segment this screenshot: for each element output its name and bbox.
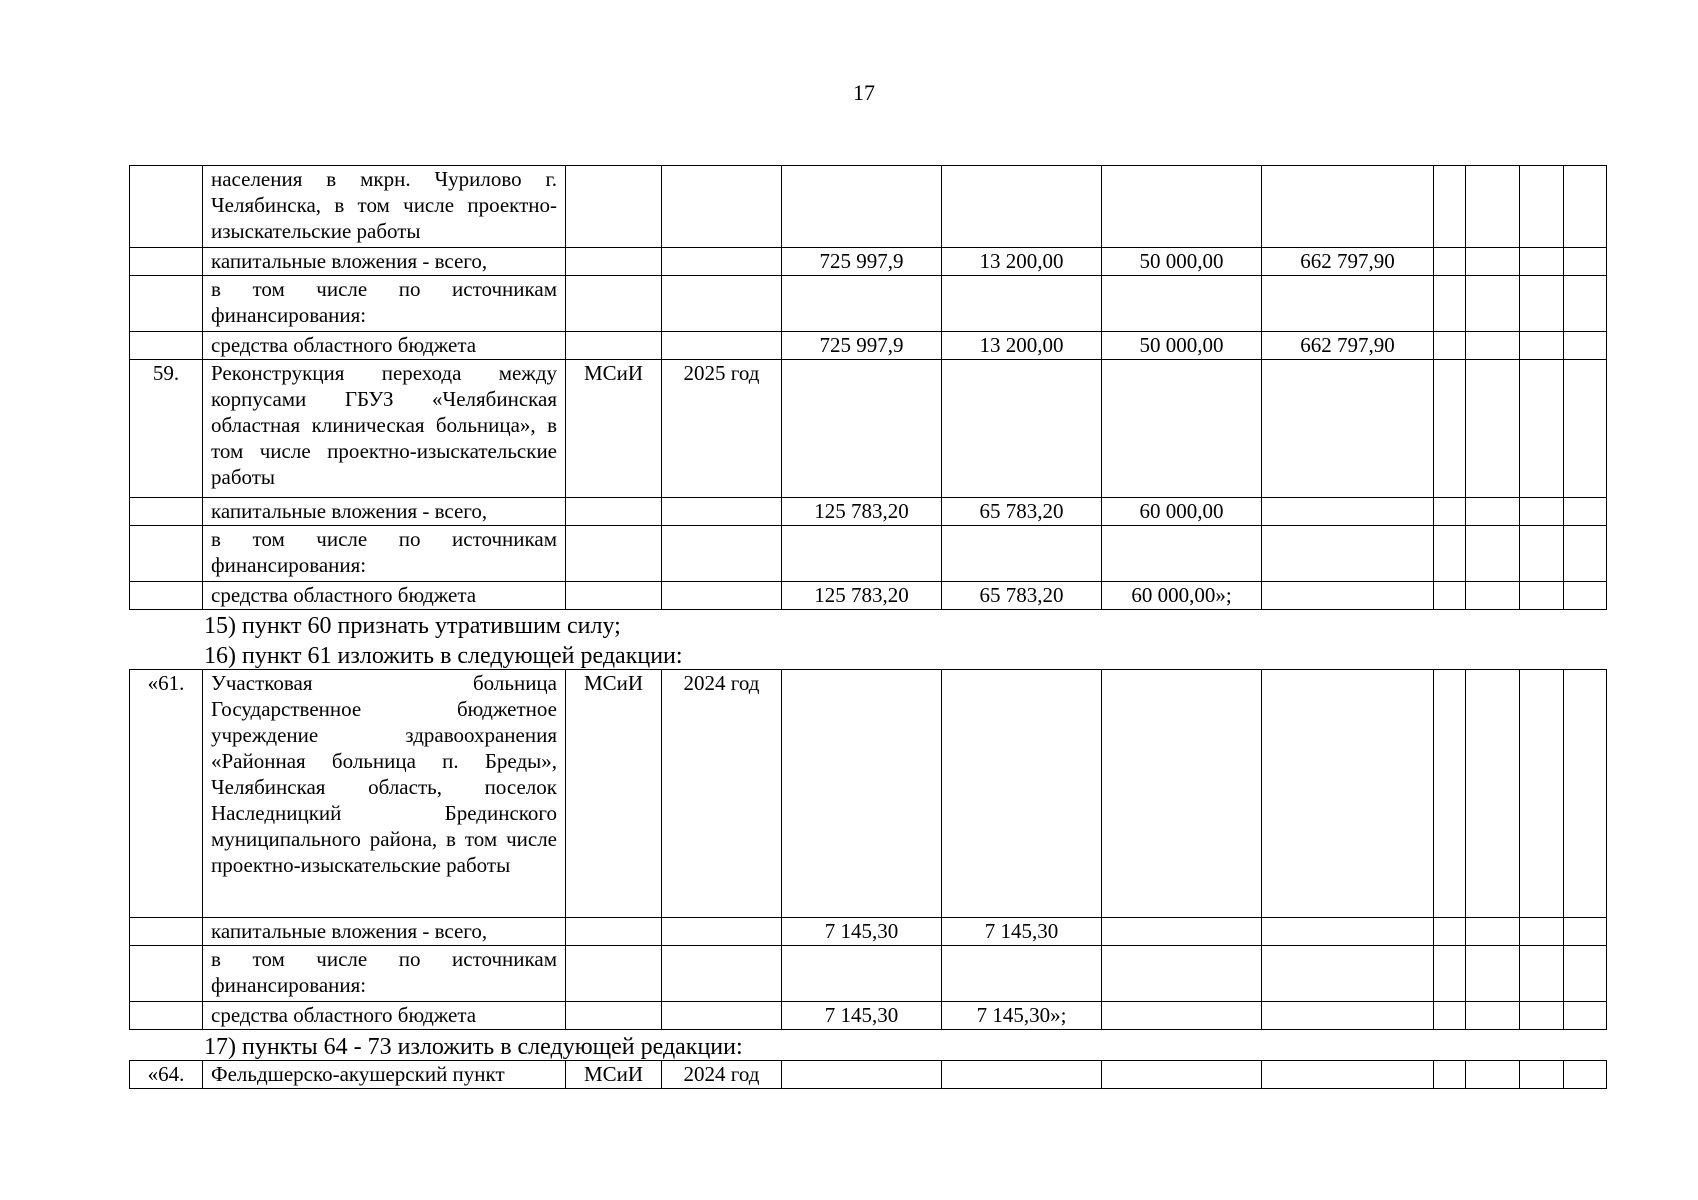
value-2 [1102,526,1262,582]
agency [566,918,662,946]
row-number [130,332,203,360]
table-row [130,332,1607,360]
investment-table-1 [129,165,1607,610]
empty-cell [1520,582,1564,610]
empty-cell [1564,248,1607,276]
value-1: 65 783,20 [942,582,1102,610]
empty-cell [1520,166,1564,248]
instruction-15: 15) пункт 60 признать утратившим силу; [204,613,621,639]
value-1 [942,276,1102,332]
empty-cell [1434,946,1466,1002]
empty-cell [1434,1002,1466,1030]
page-number: 17 [853,80,875,105]
value-1 [942,360,1102,498]
value-1: 7 145,30 [942,918,1102,946]
object-name: средства областного бюджета [203,582,566,610]
total-value [782,670,942,918]
investment-table-3 [129,1060,1607,1089]
total-value: 7 145,30 [782,918,942,946]
year [662,918,782,946]
row-number: «61. [130,670,203,918]
empty-cell [1434,360,1466,498]
empty-cell [1564,670,1607,918]
agency [566,526,662,582]
agency [566,1002,662,1030]
table-row [130,526,1607,582]
empty-cell [1434,1061,1466,1089]
value-2 [1102,276,1262,332]
empty-cell [1466,582,1520,610]
empty-cell [1434,498,1466,526]
empty-cell [1466,360,1520,498]
year [662,582,782,610]
year [662,332,782,360]
object-name: Участковая больница Государственное бюджетное учреждение здравоохранения «Районная больница п. Бреды», Челябинская область, поселок Наследницкий Брединского муниципального района, в том числе проектно-изыскательские работы [203,670,566,918]
row-number [130,166,203,248]
row-number [130,918,203,946]
empty-cell [782,1061,942,1089]
value-2: 60 000,00 [1102,498,1262,526]
table-row [130,918,1607,946]
empty-cell [1434,332,1466,360]
table-row [130,670,1607,918]
empty-cell [1434,276,1466,332]
object-name: капитальные вложения - всего, [203,248,566,276]
row-number [130,526,203,582]
empty-cell [1434,248,1466,276]
empty-cell [1466,670,1520,918]
empty-cell [1564,526,1607,582]
object-name: Фельдшерско-акушерский пункт [203,1061,566,1089]
value-1: 65 783,20 [942,498,1102,526]
object-name: капитальные вложения - всего, [203,918,566,946]
empty-cell [1466,946,1520,1002]
empty-cell [1262,918,1434,946]
table-row [130,1002,1607,1030]
empty-cell [1564,276,1607,332]
object-name: средства областного бюджета [203,1002,566,1030]
value-1 [942,946,1102,1002]
empty-cell [1102,670,1262,918]
empty-cell [942,1061,1102,1089]
total-value [782,360,942,498]
value-1 [942,670,1102,918]
year: 2024 год [662,1061,782,1089]
row-number [130,498,203,526]
empty-cell [1262,670,1434,918]
empty-cell [1466,526,1520,582]
total-value: 725 997,9 [782,248,942,276]
value-2: 50 000,00 [1102,248,1262,276]
object-name: Реконструкция перехода между корпусами ГБУЗ «Челябинская областная клиническая больница», в том числе проектно-изыскательские работы [203,360,566,498]
empty-cell [1434,918,1466,946]
empty-cell [1262,1061,1434,1089]
agency [566,166,662,248]
value-2 [1102,360,1262,498]
row-number [130,582,203,610]
value-3 [1262,582,1434,610]
instruction-17: 17) пункты 64 - 73 изложить в следующей редакции: [204,1034,743,1060]
empty-cell [1262,1002,1434,1030]
value-1: 13 200,00 [942,248,1102,276]
empty-cell [1520,918,1564,946]
value-1: 13 200,00 [942,332,1102,360]
year [662,526,782,582]
empty-cell [1564,918,1607,946]
value-3 [1262,166,1434,248]
empty-cell [1564,1061,1607,1089]
empty-cell [1564,498,1607,526]
investment-table-2 [129,669,1607,1030]
row-number [130,248,203,276]
agency [566,498,662,526]
year [662,166,782,248]
table-row [130,248,1607,276]
empty-cell [1434,166,1466,248]
empty-cell [1564,360,1607,498]
value-3: 662 797,90 [1262,248,1434,276]
empty-cell [1466,918,1520,946]
table-row [130,360,1607,498]
table-row [130,276,1607,332]
year [662,946,782,1002]
agency [566,582,662,610]
value-3 [1262,276,1434,332]
object-name: капитальные вложения - всего, [203,498,566,526]
empty-cell [1520,360,1564,498]
object-name: в том числе по источникам финансирования: [203,526,566,582]
empty-cell [1434,526,1466,582]
year [662,498,782,526]
table-row [130,498,1607,526]
total-value [782,526,942,582]
value-1 [942,526,1102,582]
value-3 [1262,360,1434,498]
empty-cell [1102,946,1262,1002]
year [662,1002,782,1030]
empty-cell [1102,1002,1262,1030]
empty-cell [1466,276,1520,332]
agency: МСиИ [566,360,662,498]
empty-cell [1262,946,1434,1002]
empty-cell [1466,1002,1520,1030]
row-number [130,276,203,332]
agency [566,276,662,332]
value-1: 7 145,30»; [942,1002,1102,1030]
table-row [130,1061,1607,1089]
empty-cell [1520,248,1564,276]
table-row [130,166,1607,248]
agency: МСиИ [566,670,662,918]
empty-cell [1564,1002,1607,1030]
table-row [130,582,1607,610]
agency [566,946,662,1002]
empty-cell [1520,332,1564,360]
empty-cell [1564,166,1607,248]
agency: МСиИ [566,1061,662,1089]
empty-cell [1520,1002,1564,1030]
total-value [782,166,942,248]
empty-cell [1466,1061,1520,1089]
table-row [130,946,1607,1002]
year: 2024 год [662,670,782,918]
year [662,248,782,276]
row-number: 59. [130,360,203,498]
total-value: 125 783,20 [782,498,942,526]
year [662,276,782,332]
value-3 [1262,526,1434,582]
empty-cell [1564,582,1607,610]
value-2: 60 000,00»; [1102,582,1262,610]
value-3 [1262,498,1434,526]
empty-cell [1520,276,1564,332]
empty-cell [1434,582,1466,610]
year: 2025 год [662,360,782,498]
empty-cell [1520,526,1564,582]
object-name: средства областного бюджета [203,332,566,360]
empty-cell [1520,1061,1564,1089]
instruction-16: 16) пункт 61 изложить в следующей редакции: [204,643,683,669]
object-name: в том числе по источникам финансирования: [203,946,566,1002]
total-value [782,946,942,1002]
total-value [782,276,942,332]
empty-cell [1102,1061,1262,1089]
empty-cell [1466,332,1520,360]
value-1 [942,166,1102,248]
value-2: 50 000,00 [1102,332,1262,360]
empty-cell [1564,946,1607,1002]
object-name: в том числе по источникам финансирования: [203,276,566,332]
agency [566,332,662,360]
total-value: 7 145,30 [782,1002,942,1030]
row-number [130,1002,203,1030]
empty-cell [1564,332,1607,360]
row-number: «64. [130,1061,203,1089]
total-value: 725 997,9 [782,332,942,360]
empty-cell [1102,918,1262,946]
empty-cell [1466,166,1520,248]
row-number [130,946,203,1002]
agency [566,248,662,276]
empty-cell [1520,498,1564,526]
value-3: 662 797,90 [1262,332,1434,360]
empty-cell [1466,498,1520,526]
empty-cell [1520,670,1564,918]
value-2 [1102,166,1262,248]
empty-cell [1520,946,1564,1002]
object-name: населения в мкрн. Чурилово г. Челябинска, в том числе проектно-изыскательские работы [203,166,566,248]
empty-cell [1466,248,1520,276]
total-value: 125 783,20 [782,582,942,610]
empty-cell [1434,670,1466,918]
